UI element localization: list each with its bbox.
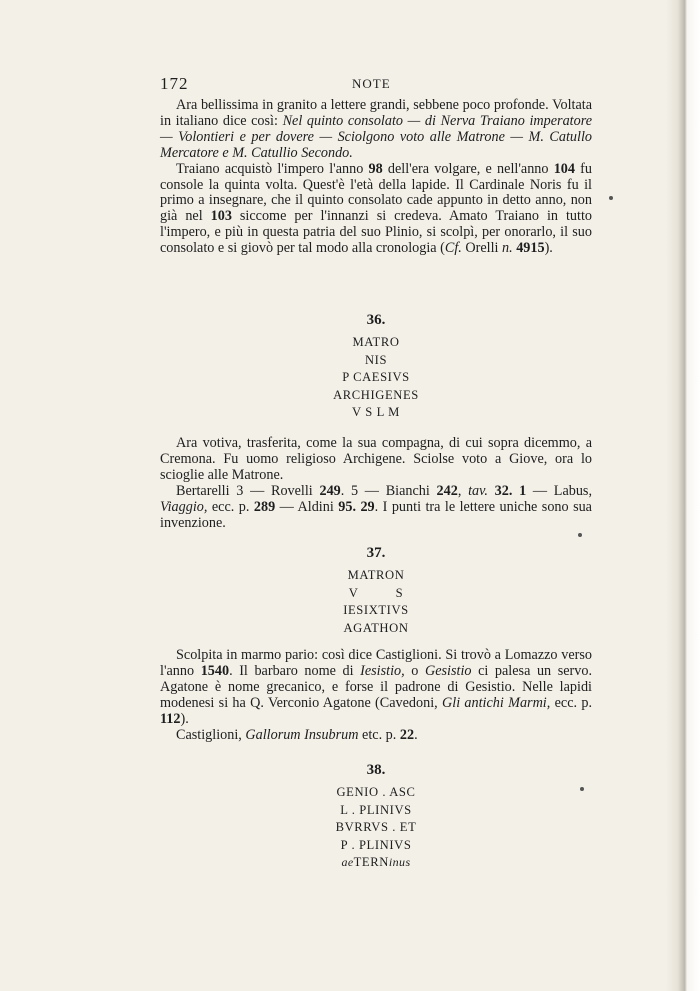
entry-36-commentary <box>160 436 592 531</box>
entry-37-number: 37. <box>366 545 386 561</box>
entry-38-inscription <box>160 784 592 872</box>
entry-36-inscription <box>160 334 592 422</box>
page-edge <box>666 0 700 991</box>
inscription-line: MATRO <box>352 335 400 349</box>
inscription-line: P . PLINIVS <box>340 837 412 852</box>
inscription-line: AGATHON <box>343 620 409 635</box>
entry-36-number: 36. <box>366 312 386 328</box>
inscription-line: BVRRVS . ET <box>335 820 417 835</box>
running-head: NOTE <box>352 76 391 91</box>
inscription-line: MATRON <box>347 568 405 582</box>
inscription-line: NIS <box>364 352 388 367</box>
entry-37-paragraph-1: Scolpita in marmo pario: così dice Castiglioni. Si trovò a Lomazzo verso l'anno 1540. Il barbaro nome di Iesistio, o Gesistio ci palesa un servo. Agatone è nome grecanico, e forse il padrone di Gesistio. Nelle lapidi modenesi si ha Q. Verconio Agatone (Cavedoni, Gli antichi Marmi, ecc. p. 112). <box>160 647 593 727</box>
inscription-line: GENIO . ASC <box>336 785 416 799</box>
inscription-line: L . PLINIVS <box>340 802 412 817</box>
entry-38-number: 38. <box>366 762 386 778</box>
page-header <box>160 74 590 94</box>
inscription-line-handwritten: aeTERNinus <box>341 855 411 870</box>
inscription-line: V S L M <box>352 405 400 420</box>
inscription-line: P CAESIVS <box>342 370 410 385</box>
entry-37-paragraph-2: Castiglioni, Gallorum Insubrum etc. p. 22. <box>176 726 418 743</box>
margin-dot <box>578 533 582 537</box>
entry-36-paragraph-2: Bertarelli 3 — Rovelli 249. 5 — Bianchi 242, tav. 32. 1 — Labus, Viaggio, ecc. p. 289 — Aldini 95. 29. I punti tra le lettere uniche sono sua invenzione. <box>160 482 592 531</box>
note-35-text <box>160 98 592 257</box>
inscription-line: IESIXTIVS <box>343 603 409 618</box>
inscription-line: ARCHIGENES <box>333 387 419 402</box>
note-35-paragraph-1: Ara bellissima in granito a lettere grandi, sebbene poco profonde. Voltata in italiano dice così: Nel quinto consolato — di Nerva Traiano imperatore — Volontieri e per dovere — Sciolgono voto alle Matrone — M. Catullo Mercatore e M. Catullio Secondo. <box>160 97 592 161</box>
inscription-line: V S <box>348 585 404 600</box>
entry-37-inscription <box>160 567 592 637</box>
note-35-paragraph-2: Traiano acquistò l'impero l'anno 98 dell'era volgare, e nell'anno 104 fu console la quinta volta. Quest'è l'età della lapide. Il Cardinale Noris fu il primo a insegnare, che il quinto consolato cade appunto in detto anno, non già nel 103 siccome per l'innanzi si credeva. Amato Traiano in tutto l'impero, e più in questa patria del suo Plinio, si scolpì, per onorarlo, il suo consolato e si giovò per tal modo alla cronologia (Cf. Orelli n. 4915). <box>160 160 592 257</box>
entry-37-commentary <box>160 648 592 743</box>
margin-dot <box>609 196 613 200</box>
entry-36-paragraph-1: Ara votiva, trasferita, come la sua compagna, di cui sopra dicemmo, a Cremona. Fu uomo religioso Archigene. Sciolse voto a Giove, ora lo scioglie alle Matrone. <box>160 435 592 483</box>
margin-dot <box>580 787 584 791</box>
page-number: 172 <box>160 74 189 93</box>
